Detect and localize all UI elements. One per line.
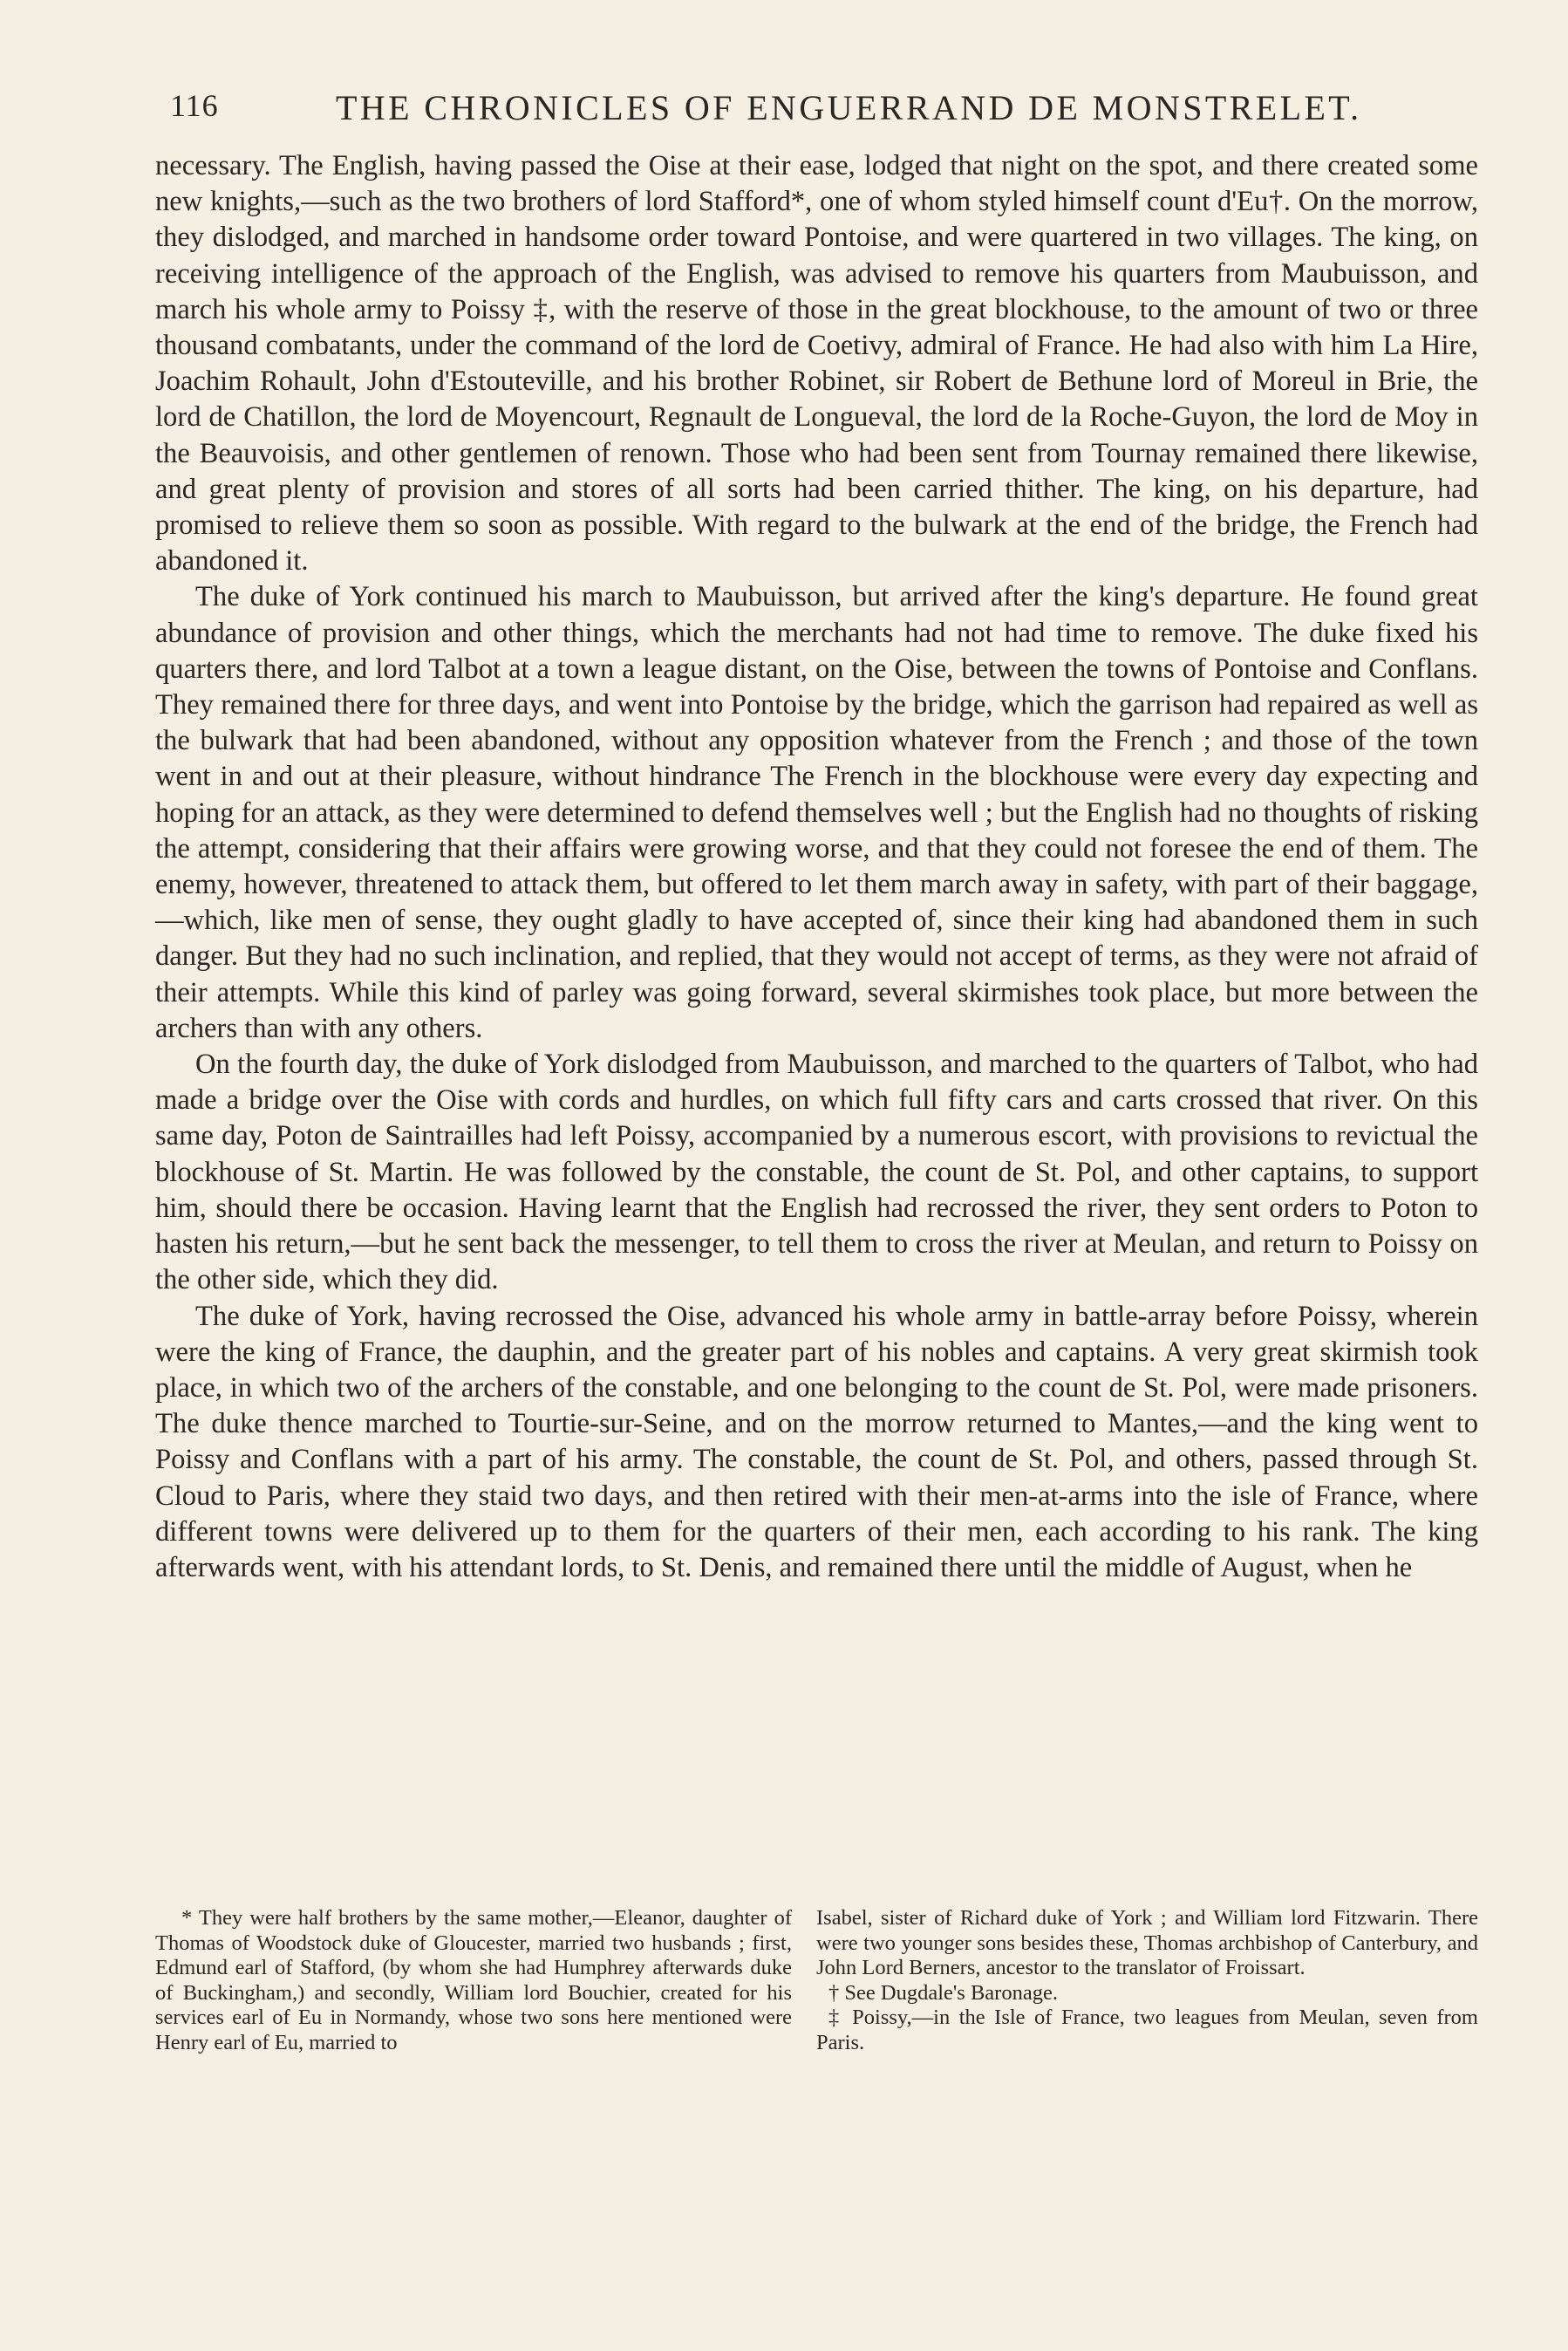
footnotes-right-column (816, 1906, 1478, 2055)
footnotes-left-column (155, 1906, 792, 2055)
main-text (155, 148, 1478, 1586)
page-number: 116 (170, 88, 219, 123)
footnote: † See Dugdale's Baronage. (828, 1980, 1058, 2005)
running-title: THE CHRONICLES OF ENGUERRAND DE MONSTRELET. (336, 88, 1362, 127)
paragraph: The duke of York, having recrossed the Oise, advanced his whole army in battle-array before Poissy, wherein were the king of France, the dauphin, and the greater part of his nobles and captains. A very great skirmish took place, in which two of the archers of the constable, and one belonging to the count de St. Pol, were made prisoners. The duke thence marched to Tourtie-sur-Seine, and on the morrow returned to Mantes,—and the king went to Poissy and Conflans with a part of his army. The constable, the count de St. Pol, and others, passed through St. Cloud to Paris, where they staid two days, and then retired with their men-at-arms into the isle of France, where different towns were delivered up to them for the quarters of their men, each according to his rank. The king afterwards went, with his attendant lords, to St. Denis, and remained there until the middle of August, when he (155, 1300, 1478, 1583)
page-header (170, 87, 1478, 131)
paragraph: The duke of York continued his march to Maubuisson, but arrived after the king's departure. He found great abundance of provision and other things, which the merchants had not had time to remove. The duke fixed his quarters there, and lord Talbot at a town a league distant, on the Oise, between the towns of Pontoise and Conflans. They remained there for three days, and went into Pontoise by the bridge, which the garrison had repaired as well as the bulwark that had been abandoned, without any opposition whatever from the French ; and those of the town went in and out at their pleasure, without hindrance The French in the blockhouse were every day expecting and hoping for an attack, as they were determined to defend themselves well ; but the English had no thoughts of risking the attempt, considering that their affairs were growing worse, and that they could not foresee the end of them. The enemy, however, threatened to attack them, but offered to let them march away in safety, with part of their baggage,—which, like men of sense, they ought gladly to have accepted of, since their king had abandoned them in such danger. But they had no such inclination, and replied, that they would not accept of terms, as they were not afraid of their attempts. While this kind of parley was going forward, several skirmishes took place, but more between the archers than with any others. (155, 581, 1478, 1044)
footnote: * They were half brothers by the same mother,—Eleanor, daughter of Thomas of Woodstock duke of Gloucester, married two husbands ; first, Edmund earl of Stafford, (by whom she had Humphrey afterwards duke of Buckingham,) and secondly, William lord Bouchier, created for his services earl of Eu in Normandy, whose two sons here mentioned were Henry earl of Eu, married to (155, 1906, 792, 2054)
paragraph: On the fourth day, the duke of York dislodged from Maubuisson, and marched to the quarters of Talbot, who had made a bridge over the Oise with cords and hurdles, on which full fifty cars and carts crossed that river. On this same day, Poton de Saintrailles had left Poissy, accompanied by a numerous escort, with provisions to revictual the blockhouse of St. Martin. He was followed by the constable, the count de St. Pol, and other captains, to support him, should there be occasion. Having learnt that the English had recrossed the river, they sent orders to Poton to hasten his return,—but he sent back the messenger, to tell them to cross the river at Meulan, and return to Poissy on the other side, which they did. (155, 1049, 1478, 1296)
paragraph: necessary. The English, having passed the Oise at their ease, lodged that night on the spot, and there created some new knights,—such as the two brothers of lord Stafford*, one of whom styled himself count d'Eu†. On the morrow, they dislodged, and marched in handsome order toward Pontoise, and were quartered in two villages. The king, on receiving intelligence of the approach of the English, was advised to remove his quarters from Maubuisson, and march his whole army to Poissy ‡, with the reserve of those in the great blockhouse, to the amount of two or three thousand combatants, under the command of the lord de Coetivy, admiral of France. He had also with him La Hire, Joachim Rohault, John d'Estouteville, and his brother Robinet, sir Robert de Bethune lord of Moreul in Brie, the lord de Chatillon, the lord de Moyencourt, Regnault de Longueval, the lord de la Roche-Guyon, the lord de Moy in the Beauvoisis, and other gentlemen of renown. Those who had been sent from Tournay remained there likewise, and great plenty of provision and stores of all sorts had been carried thither. The king, on his departure, had promised to relieve them so soon as possible. With regard to the bulwark at the end of the bridge, the French had abandoned it. (155, 150, 1478, 577)
footnote-continuation: Isabel, sister of Richard duke of York ; and William lord Fitzwarin. There were two younger sons besides these, Thomas archbishop of Canterbury, and John Lord Berners, ancestor to the translator of Froissart. (816, 1906, 1478, 1979)
footnote: ‡ Poissy,—in the Isle of France, two leagues from Meulan, seven from Paris. (816, 2006, 1478, 2054)
